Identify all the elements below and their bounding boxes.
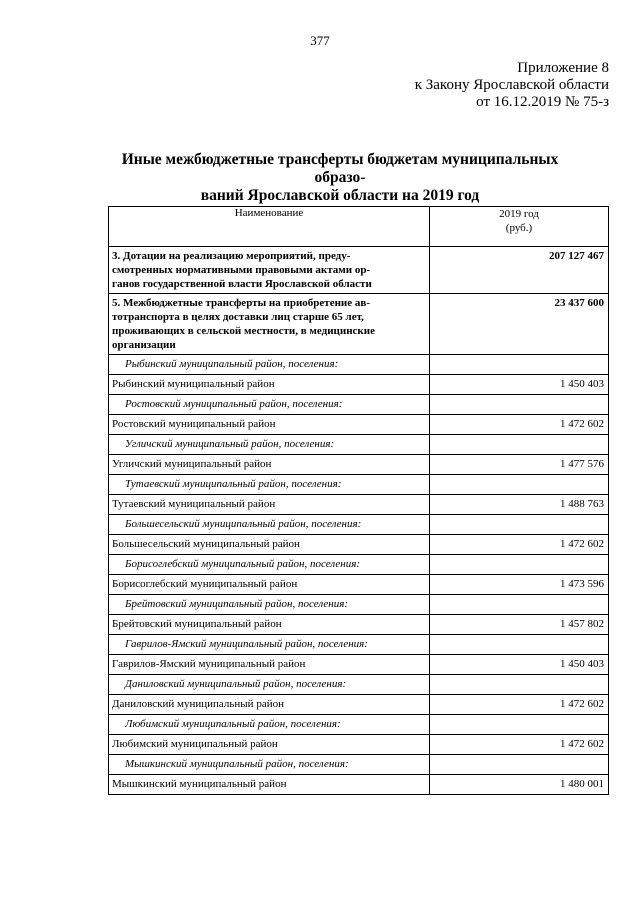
district-name: Гаврилов-Ямский муниципальный район (109, 655, 430, 675)
group-label: Гаврилов-Ямский муниципальный район, поселения: (109, 635, 430, 655)
district-name: Мышкинский муниципальный район (109, 775, 430, 795)
group-amount-empty (430, 355, 609, 375)
group-label: Борисоглебский муниципальный район, поселения: (109, 555, 430, 575)
district-row (109, 695, 609, 715)
transfers-table (108, 206, 609, 795)
group-amount-empty (430, 435, 609, 455)
group-amount-empty (430, 395, 609, 415)
table-header-row (109, 207, 609, 247)
district-row (109, 575, 609, 595)
annex-line: к Закону Ярославской области (414, 77, 609, 93)
column-header-unit: (руб.) (505, 222, 533, 234)
group-row (109, 555, 609, 575)
section-amount: 23 437 600 (430, 294, 609, 355)
group-row (109, 475, 609, 495)
annex-line: Приложение 8 (517, 60, 609, 76)
district-amount: 1 473 596 (430, 575, 609, 595)
group-label: Любимский муниципальный район, поселения: (109, 715, 430, 735)
group-label: Мышкинский муниципальный район, поселения: (109, 755, 430, 775)
district-row (109, 775, 609, 795)
district-amount: 1 480 001 (430, 775, 609, 795)
group-row (109, 435, 609, 455)
district-row (109, 375, 609, 395)
district-name: Тутаевский муниципальный район (109, 495, 430, 515)
group-amount-empty (430, 675, 609, 695)
group-row (109, 515, 609, 535)
district-name: Борисоглебский муниципальный район (109, 575, 430, 595)
group-label: Угличский муниципальный район, поселения: (109, 435, 430, 455)
title-line: Иные межбюджетные трансферты бюджетам муниципальных образо- (121, 151, 559, 186)
district-amount: 1 477 576 (430, 455, 609, 475)
group-row (109, 595, 609, 615)
group-label: Рыбинский муниципальный район, поселения: (109, 355, 430, 375)
district-row (109, 735, 609, 755)
section-name-line: 5. Межбюджетные трансферты на приобретение ав- (112, 297, 370, 309)
group-row (109, 395, 609, 415)
group-label: Брейтовский муниципальный район, поселения: (109, 595, 430, 615)
district-amount: 1 450 403 (430, 655, 609, 675)
group-label: Даниловский муниципальный район, поселения: (109, 675, 430, 695)
group-amount-empty (430, 555, 609, 575)
district-amount: 1 488 763 (430, 495, 609, 515)
district-name: Рыбинский муниципальный район (109, 375, 430, 395)
group-label: Тутаевский муниципальный район, поселения: (109, 475, 430, 495)
page-number: 377 (310, 33, 330, 48)
district-name: Даниловский муниципальный район (109, 695, 430, 715)
column-header-name: Наименование (109, 207, 430, 247)
group-amount-empty (430, 515, 609, 535)
group-label: Ростовский муниципальный район, поселения: (109, 395, 430, 415)
district-row (109, 535, 609, 555)
section-name-line: ганов государственной власти Ярославской области (112, 278, 372, 290)
title-line: ваний Ярославской области на 2019 год (200, 187, 480, 204)
section-row (109, 247, 609, 294)
section-name (109, 247, 430, 294)
column-header-year (430, 207, 609, 247)
annex-heading (415, 60, 609, 111)
district-name: Ростовский муниципальный район (109, 415, 430, 435)
group-amount-empty (430, 595, 609, 615)
group-row (109, 675, 609, 695)
group-amount-empty (430, 715, 609, 735)
district-amount: 1 472 602 (430, 695, 609, 715)
group-row (109, 715, 609, 735)
section-name-line: тотранспорта в целях доставки лиц старше 65 лет, (112, 311, 364, 323)
group-amount-empty (430, 475, 609, 495)
district-row (109, 455, 609, 475)
group-row (109, 635, 609, 655)
district-row (109, 615, 609, 635)
district-name: Большесельский муниципальный район (109, 535, 430, 555)
document-title (100, 151, 580, 205)
group-row (109, 755, 609, 775)
district-amount: 1 472 602 (430, 535, 609, 555)
section-name-line: смотренных нормативными правовыми актами ор- (112, 264, 371, 276)
group-row (109, 355, 609, 375)
annex-line: от 16.12.2019 № 75-з (476, 94, 609, 110)
column-header-year-line: 2019 год (499, 208, 539, 220)
district-amount: 1 450 403 (430, 375, 609, 395)
group-amount-empty (430, 755, 609, 775)
district-amount: 1 457 802 (430, 615, 609, 635)
section-name-line: 3. Дотации на реализацию мероприятий, преду- (112, 250, 351, 262)
section-name (109, 294, 430, 355)
district-row (109, 655, 609, 675)
district-name: Брейтовский муниципальный район (109, 615, 430, 635)
section-name-line: организации (112, 339, 176, 351)
group-label: Большесельский муниципальный район, поселения: (109, 515, 430, 535)
district-amount: 1 472 602 (430, 735, 609, 755)
section-name-line: проживающих в сельской местности, в медицинские (112, 325, 375, 337)
district-name: Угличский муниципальный район (109, 455, 430, 475)
section-amount: 207 127 467 (430, 247, 609, 294)
district-amount: 1 472 602 (430, 415, 609, 435)
district-row (109, 495, 609, 515)
district-row (109, 415, 609, 435)
district-name: Любимский муниципальный район (109, 735, 430, 755)
section-row (109, 294, 609, 355)
group-amount-empty (430, 635, 609, 655)
